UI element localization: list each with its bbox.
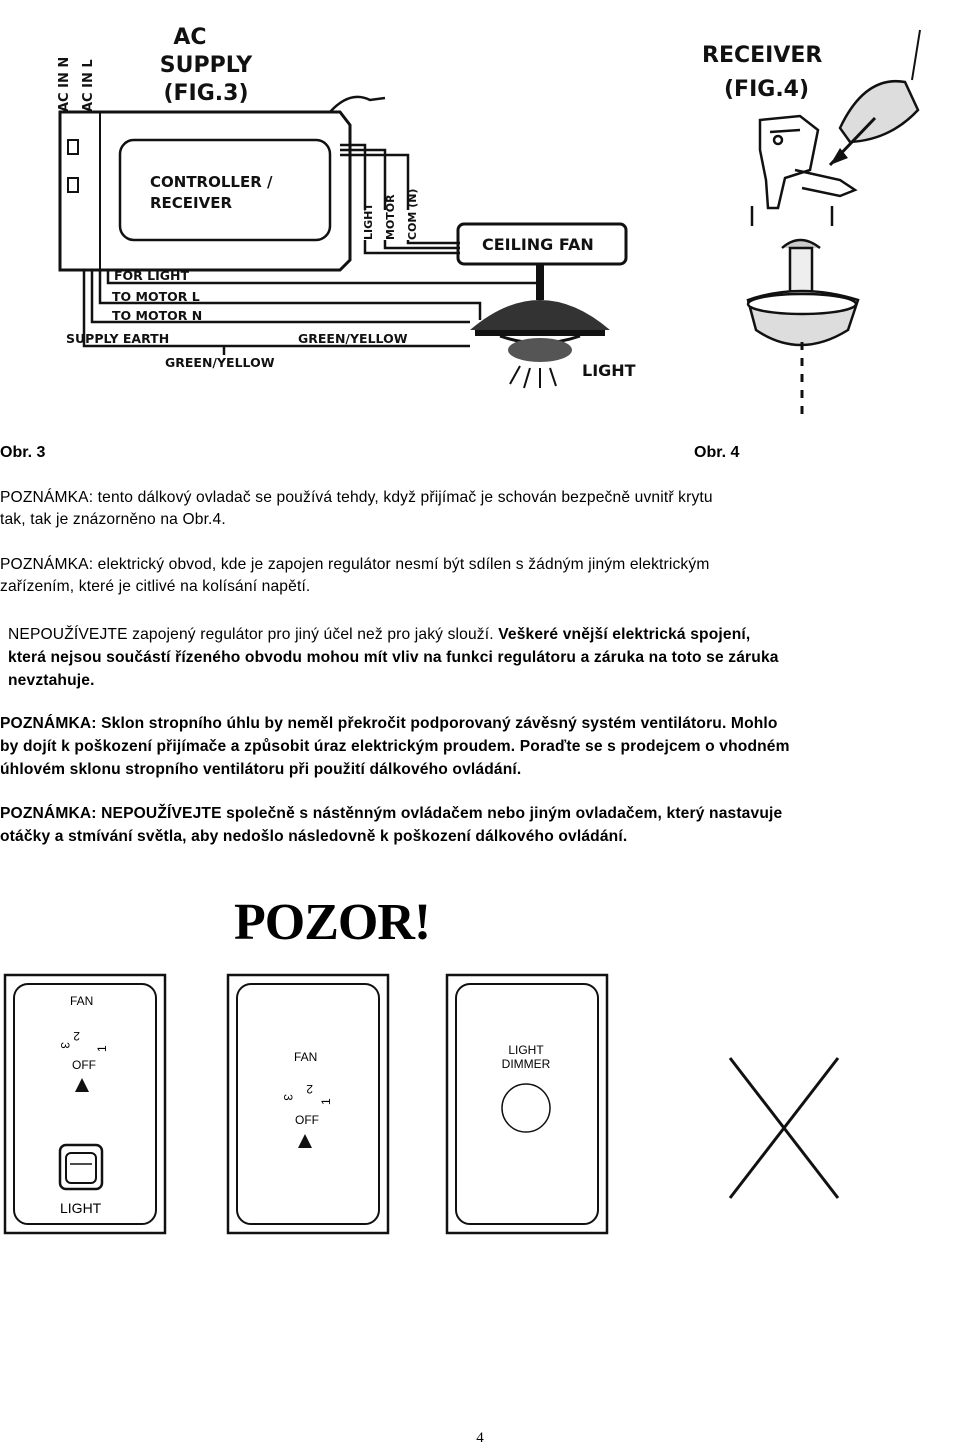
note3-line3: nevztahuje.	[8, 672, 95, 689]
note3-line2: která nejsou součástí řízeného obvodu mohou mít vliv na funkci regulátoru a záruka na toto se záruka	[8, 649, 779, 666]
prohibited-cross-icon	[730, 1058, 838, 1198]
plate3-light-label: LIGHT	[508, 1043, 544, 1057]
plate1-indicator-arrow	[75, 1078, 89, 1092]
to-motor-n-label: TO MOTOR N	[112, 308, 203, 323]
green-yellow-label-2: GREEN/YELLOW	[165, 355, 275, 370]
fig4-label: (FIG.4)	[724, 77, 810, 102]
receiver-label: RECEIVER	[702, 43, 823, 68]
wall-controls-illustration	[0, 970, 960, 1250]
note2-line1: POZNÁMKA: elektrický obvod, kde je zapojen regulátor nesmí být sdílen s žádným jiným elektrickým	[0, 556, 710, 573]
wire-motor-label: MOTOR	[384, 194, 397, 240]
ac-supply-cord	[330, 97, 385, 112]
note3-line1-b: Veškeré vnější elektrická spojení,	[493, 626, 751, 643]
wall-plate-fan	[228, 975, 388, 1233]
wall-plate-light-dimmer	[447, 975, 607, 1233]
fan-canopy	[748, 240, 858, 420]
ac-supply-label-1: AC	[173, 25, 207, 50]
wire-light-label: LIGHT	[362, 203, 375, 240]
wiring-diagram-fig3	[0, 0, 640, 420]
receiver-diagram-fig4	[690, 20, 960, 440]
caption-obr3: Obr. 3	[0, 444, 46, 461]
for-light-label: FOR LIGHT	[114, 268, 190, 283]
wire-com-label: COM (N)	[406, 188, 419, 240]
note4-line3: úhlovém sklonu stropního ventilátoru při použití dálkového ovládání.	[0, 761, 522, 778]
wires-to-fan	[340, 145, 460, 253]
plate1-fan-label: FAN	[70, 994, 94, 1008]
plate2-off-label: OFF	[295, 1113, 319, 1127]
note2-line2: zařízením, které je citlivé na kolísání napětí.	[0, 578, 311, 595]
note1-line2: tak, tak je znázorněno na Obr.4.	[0, 511, 226, 528]
controller-label-2: RECEIVER	[150, 194, 233, 212]
plate2-fan-label: FAN	[294, 1050, 318, 1064]
note4-line2-a: by dojít k poškození přijímače a způsobit úraz elektrickým proudem.	[0, 738, 516, 755]
plate2-pos3: 3	[281, 1094, 295, 1101]
ac-in-l-label: AC IN L	[81, 59, 96, 112]
ceiling-fan-label: CEILING FAN	[482, 235, 594, 254]
dimmer-knob	[502, 1084, 550, 1132]
controller-receiver-box	[60, 112, 350, 270]
plate1-pos3: 3	[58, 1042, 72, 1049]
ac-in-n-label: AC IN N	[57, 56, 72, 112]
receiver-module	[830, 30, 920, 165]
note1-line1: POZNÁMKA: tento dálkový ovladač se používá tehdy, když přijímač je schován bezpečně uvnitř krytu	[0, 489, 713, 506]
warning-heading: POZOR!	[234, 894, 431, 951]
plate1-off-label: OFF	[72, 1058, 96, 1072]
plate1-pos2: 2	[73, 1029, 80, 1043]
page-number: 4	[476, 1430, 484, 1446]
plate1-pos1: 1	[95, 1045, 109, 1052]
ac-supply-label-3: (FIG.3)	[163, 81, 249, 106]
note5-line2: otáčky a stmívání světla, aby nedošlo následovně k poškození dálkového ovládání.	[0, 828, 628, 845]
note3-line1	[8, 624, 960, 646]
plate3-dimmer-label: DIMMER	[501, 1057, 551, 1071]
caption-obr4: Obr. 4	[694, 444, 740, 461]
note5-line1: POZNÁMKA: NEPOUŽÍVEJTE společně s nástěnným ovládačem nebo jiným ovladačem, který nastavuje	[0, 805, 783, 822]
to-motor-l-label: TO MOTOR L	[112, 289, 200, 304]
note4-line2-b: Poraďte se s prodejcem o vhodném	[515, 738, 790, 755]
controller-label-1: CONTROLLER /	[150, 173, 273, 191]
supply-earth-label: SUPPLY EARTH	[66, 331, 170, 346]
plate2-pos1: 1	[319, 1098, 333, 1105]
plate1-light-label: LIGHT	[60, 1200, 102, 1216]
mounting-bracket	[752, 116, 855, 226]
note4-line2	[0, 736, 960, 758]
ac-supply-label-2: SUPPLY	[159, 53, 253, 78]
plate2-pos2: 2	[306, 1082, 313, 1096]
fan-light-label: LIGHT	[582, 361, 636, 380]
wall-plate-fan-light	[5, 975, 165, 1233]
plate2-indicator-arrow	[298, 1134, 312, 1148]
green-yellow-label-1: GREEN/YELLOW	[298, 331, 408, 346]
note3-line1-a: NEPOUŽÍVEJTE zapojený regulátor pro jiný účel než pro jaký slouží.	[8, 626, 494, 643]
note4-line1: POZNÁMKA: Sklon stropního úhlu by neměl překročit podporovaný závěsný systém ventilátoru. Mohlo	[0, 715, 778, 732]
light-rocker-switch	[60, 1145, 102, 1189]
